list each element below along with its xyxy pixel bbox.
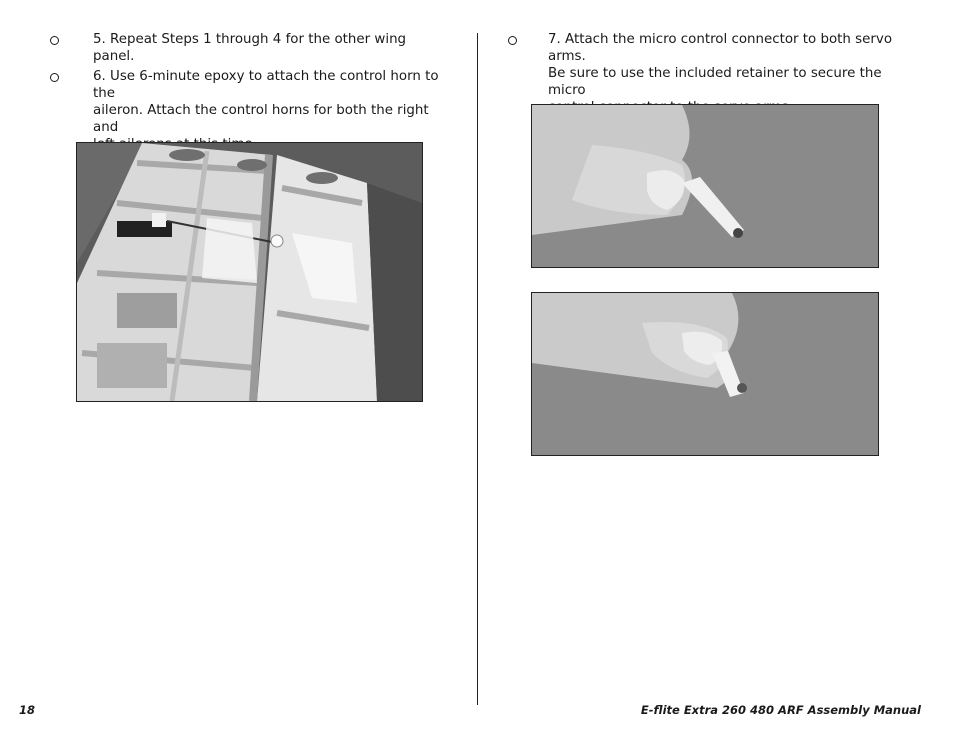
micro-connector-photo-1 xyxy=(531,104,879,268)
micro-connector-photo-2 xyxy=(531,292,879,456)
page-number: 18 xyxy=(19,703,36,717)
wing-panel-photo xyxy=(76,142,423,402)
step-5-text: 5. Repeat Steps 1 through 4 for the other wing panel. xyxy=(93,32,407,64)
checkbox-circle-icon[interactable] xyxy=(50,36,59,45)
manual-title: E-flite Extra 260 480 ARF Assembly Manual xyxy=(640,703,921,717)
step-6-text: 6. Use 6-minute epoxy to attach the control horn to the aileron. Attach the control horns for both the right and xyxy=(93,69,439,135)
step-7-text: 7. Attach the micro control connector to both servo arms. Be sure to use the included retainer to secure the micro xyxy=(548,32,893,98)
column-divider xyxy=(477,33,478,705)
checkbox-circle-icon[interactable] xyxy=(50,73,59,82)
checkbox-circle-icon[interactable] xyxy=(508,36,517,45)
